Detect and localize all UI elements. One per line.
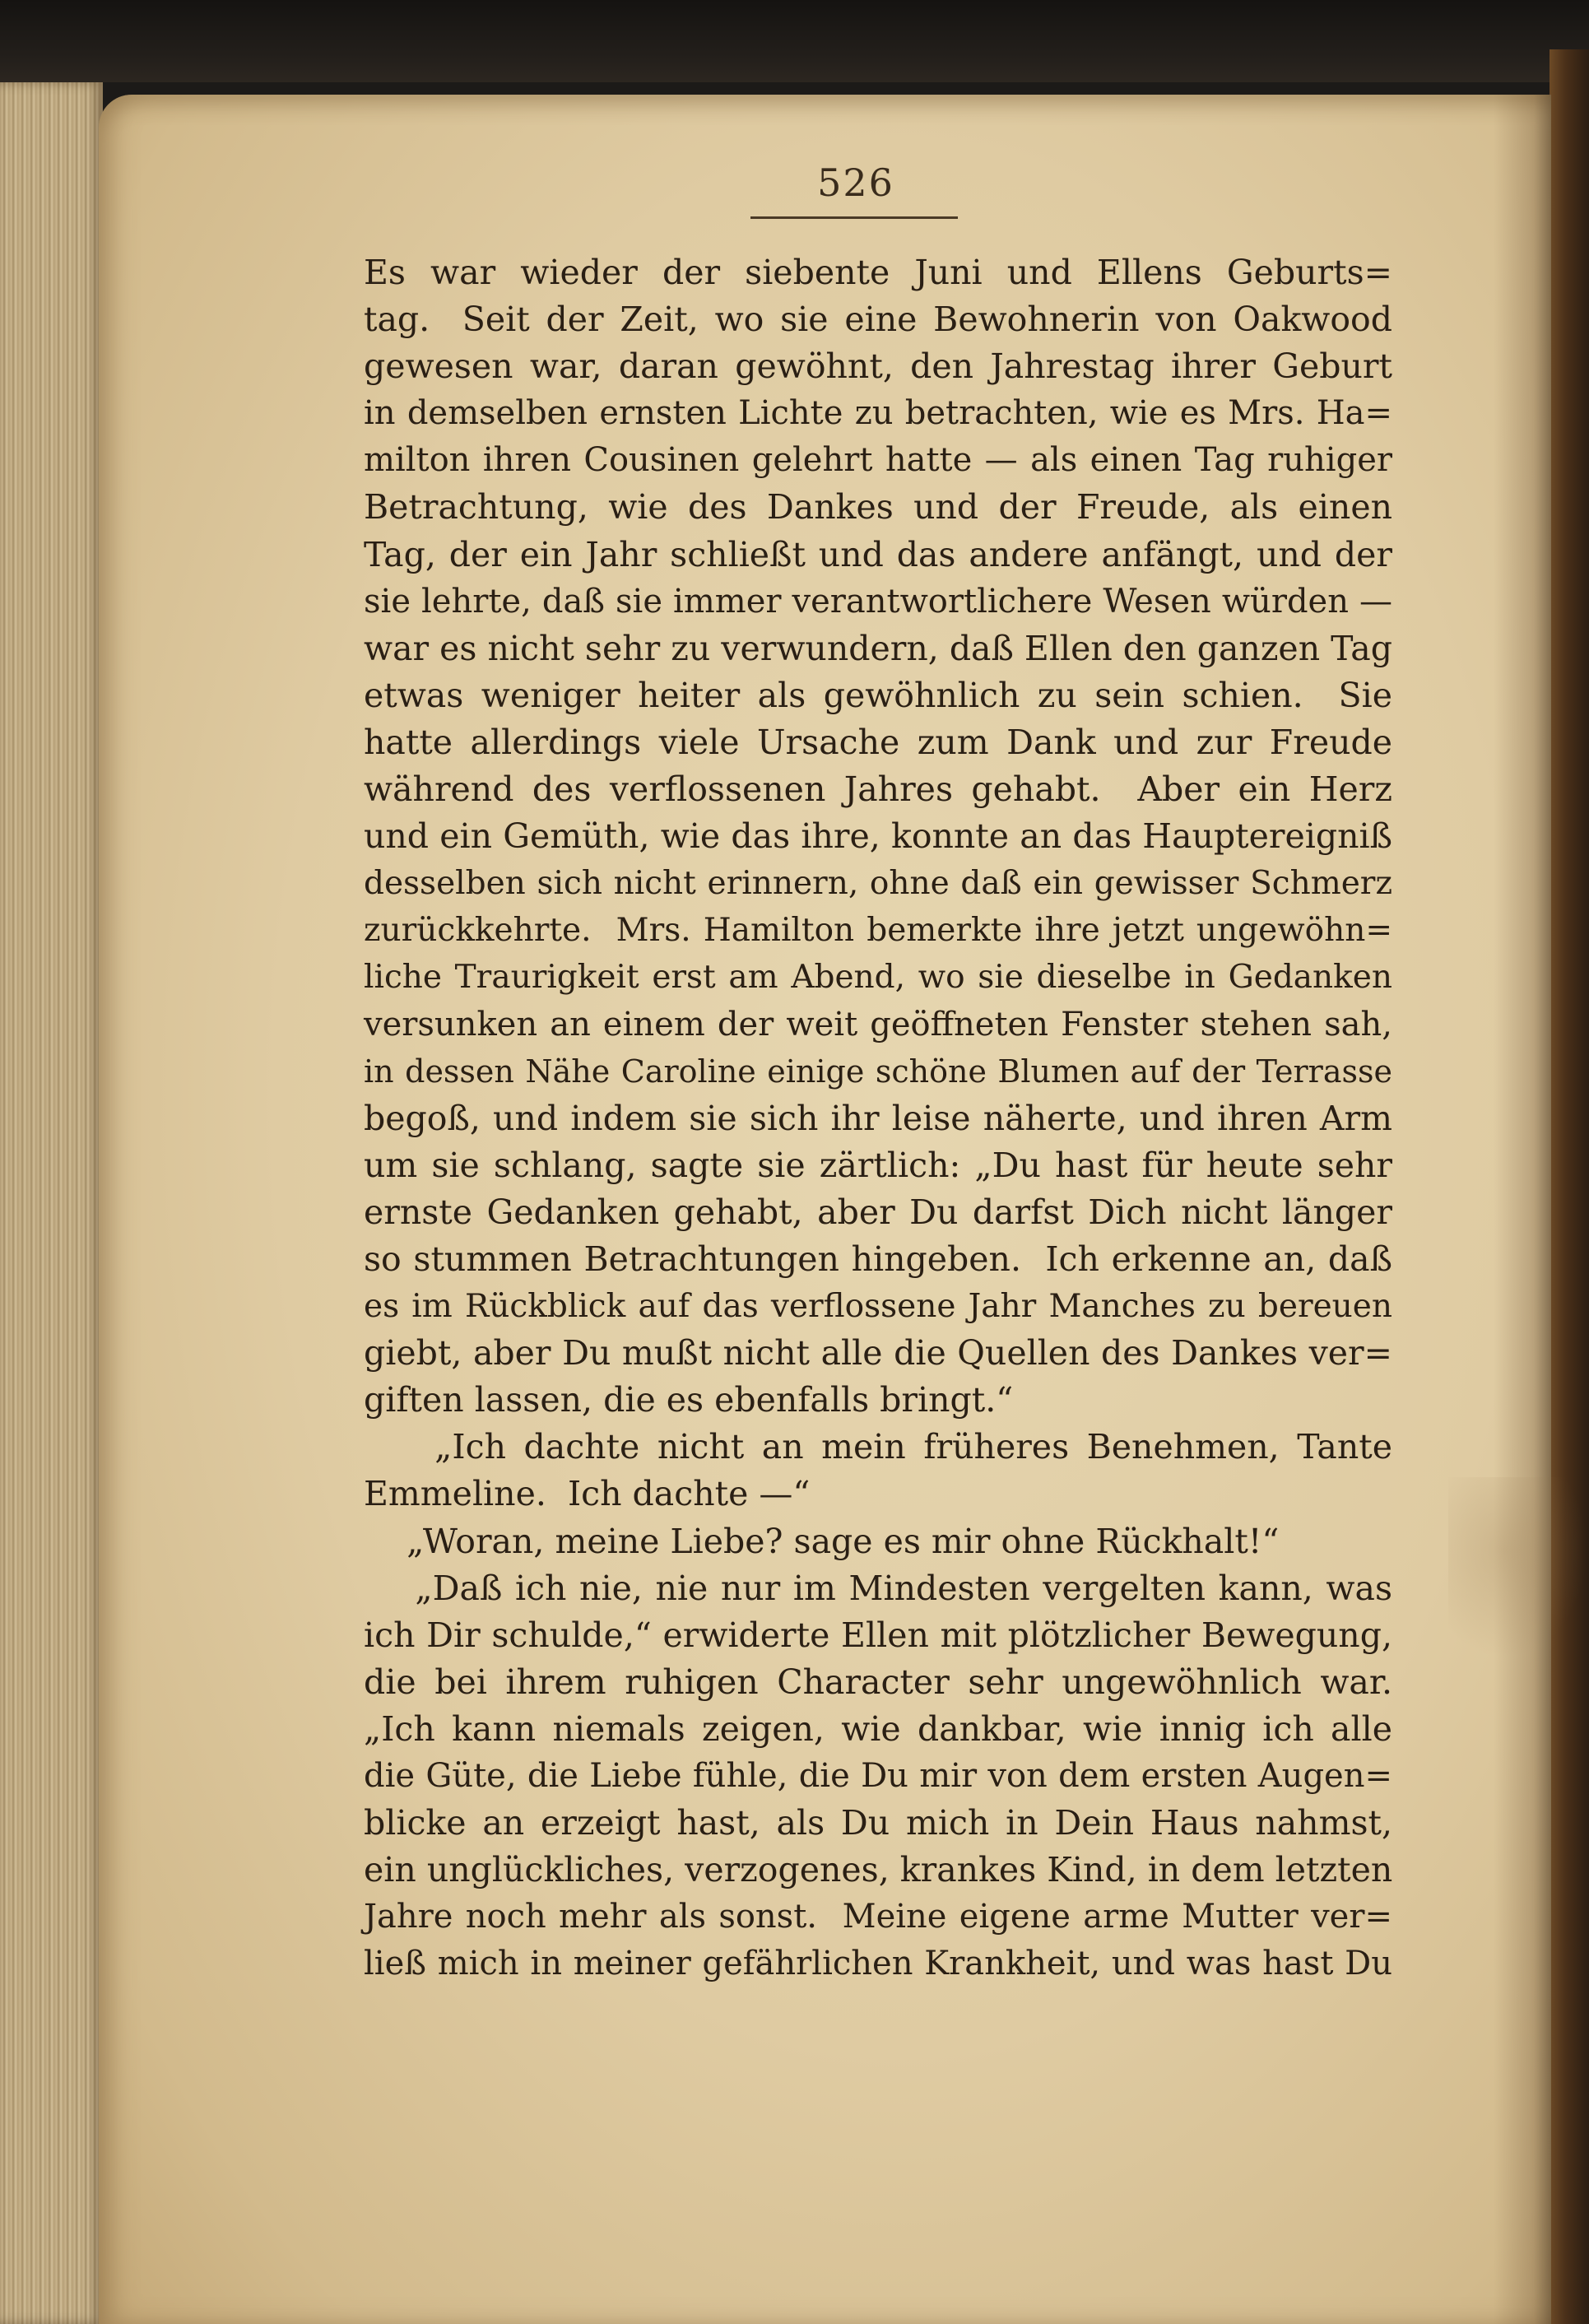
text-line: die bei ihrem ruhigen Character sehr ungewöhnlich war. xyxy=(364,1662,1392,1702)
text-line: ließ mich in meiner gefährlichen Krankheit, und was hast Du xyxy=(364,1945,1392,1983)
text-line: desselben sich nicht erinnern, ohne daß ein gewisser Schmerz xyxy=(364,865,1392,903)
text-line: und ein Gemüth, wie das ihre, konnte an das Hauptereigniß xyxy=(364,816,1392,857)
page-number: 526 xyxy=(817,160,894,205)
header-rule xyxy=(750,216,958,219)
text-line: es im Rückblick auf das verflossene Jahr Manches zu bereuen xyxy=(364,1288,1392,1326)
text-line: tag. Seit der Zeit, wo sie eine Bewohnerin von Oakwood xyxy=(364,300,1392,340)
text-line: „Woran, meine Liebe? sage es mir ohne Rückhalt!“ xyxy=(364,1521,1280,1561)
text-line: Jahre noch mehr als sonst. Meine eigene arme Mutter ver= xyxy=(364,1898,1392,1936)
text-line: ernste Gedanken gehabt, aber Du darfst Dich nicht länger xyxy=(364,1192,1392,1232)
text-line: so stummen Betrachtungen hingeben. Ich erkenne an, daß xyxy=(364,1239,1392,1279)
text-line: giebt, aber Du mußt nicht alle die Quellen des Dankes ver= xyxy=(364,1333,1392,1373)
background-top-band xyxy=(0,0,1589,82)
text-line: um sie schlang, sagte sie zärtlich: „Du hast für heute sehr xyxy=(364,1145,1392,1185)
text-line: während des verflossenen Jahres gehabt. Aber ein Herz xyxy=(364,769,1392,810)
text-line: „Ich dachte nicht an mein früheres Benehmen, Tante xyxy=(364,1427,1392,1467)
text-line: Tag, der ein Jahr schließt und das andere anfängt, und der xyxy=(364,534,1392,574)
text-line: giften lassen, die es ebenfalls bringt.“ xyxy=(364,1380,1014,1420)
book-cover-edge xyxy=(1550,49,1589,2324)
text-line: ich Dir schulde,“ erwiderte Ellen mit plötzlicher Bewegung, xyxy=(364,1615,1392,1655)
text-line: ein unglückliches, verzogenes, krankes Kind, in dem letzten xyxy=(364,1850,1393,1890)
text-line: zurückkehrte. Mrs. Hamilton bemerkte ihre jetzt ungewöhn= xyxy=(364,912,1392,950)
text-line: milton ihren Cousinen gelehrt hatte — als einen Tag ruhiger xyxy=(364,441,1392,480)
page-gutter-shadow xyxy=(1494,95,1551,2324)
text-line: in demselben ernsten Lichte zu betrachten, wie es Mrs. Ha= xyxy=(364,394,1392,433)
text-line: war es nicht sehr zu verwundern, daß Ellen den ganzen Tag xyxy=(364,628,1392,668)
text-line: Es war wieder der siebente Juni und Ellens Geburts= xyxy=(364,253,1392,292)
text-line: begoß, und indem sie sich ihr leise näherte, und ihren Arm xyxy=(364,1098,1392,1138)
text-line: etwas weniger heiter als gewöhnlich zu sein schien. Sie xyxy=(364,675,1392,715)
page-stack-edge xyxy=(0,82,103,2324)
text-line: „Ich kann niemals zeigen, wie dankbar, wie innig ich alle xyxy=(364,1708,1392,1749)
bleed-through-mark xyxy=(1448,1477,1588,1658)
text-line: in dessen Nähe Caroline einige schöne Blumen auf der Terrasse xyxy=(364,1053,1392,1090)
text-line: gewesen war, daran gewöhnt, den Jahrestag ihrer Geburt xyxy=(364,346,1392,387)
body-text xyxy=(364,249,1392,1987)
text-line: versunken an einem der weit geöffneten Fenster stehen sah, xyxy=(364,1005,1392,1043)
text-line: blicke an erzeigt hast, als Du mich in Dein Haus nahmst, xyxy=(364,1803,1392,1843)
text-line: liche Traurigkeit erst am Abend, wo sie dieselbe in Gedanken xyxy=(364,959,1392,997)
text-line: Betrachtung, wie des Dankes und der Freude, als einen xyxy=(364,487,1392,528)
text-line: sie lehrte, daß sie immer verantwortlichere Wesen würden — xyxy=(364,582,1392,621)
text-line: die Güte, die Liebe fühle, die Du mir von dem ersten Augen= xyxy=(364,1757,1392,1795)
text-line: hatte allerdings viele Ursache zum Dank und zur Freude xyxy=(364,722,1392,762)
text-line: „Daß ich nie, nie nur im Mindesten vergelten kann, was xyxy=(364,1568,1392,1608)
text-line: Emmeline. Ich dachte —“ xyxy=(364,1474,811,1514)
